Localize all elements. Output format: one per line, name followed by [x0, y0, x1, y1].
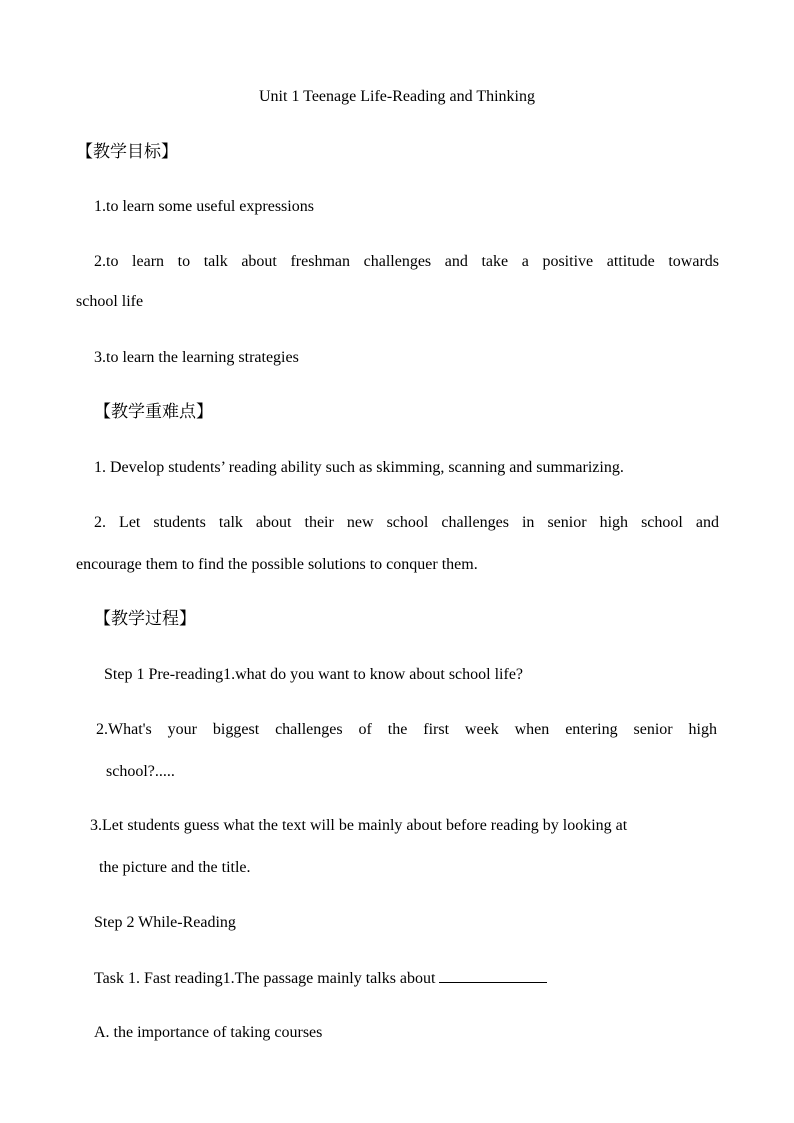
- answer-blank: [439, 968, 547, 983]
- step-1-line: Step 1 Pre-reading1.what do you want to know about school life?: [104, 666, 524, 683]
- key-points-heading: 【教学重难点】: [94, 402, 213, 422]
- step-1-question-3-line-1: 3.Let students guess what the text will be mainly about before reading by looking at: [90, 817, 628, 834]
- objective-2-line-2: school life: [76, 293, 144, 310]
- task-1-text: Task 1. Fast reading1.The passage mainly talks about: [94, 970, 436, 987]
- task-1-line: [94, 968, 547, 989]
- step-2-line: Step 2 While-Reading: [94, 914, 236, 931]
- option-a: A. the importance of taking courses: [94, 1024, 323, 1041]
- key-point-2-line-2: encourage them to find the possible solutions to conquer them.: [76, 556, 478, 573]
- step-1-question-3-line-2: the picture and the title.: [99, 859, 251, 876]
- step-1-question-2-line-2: school?.....: [106, 763, 175, 780]
- objective-1: 1.to learn some useful expressions: [94, 198, 314, 215]
- objective-3: 3.to learn the learning strategies: [94, 349, 299, 366]
- key-point-2-line-1: 2. Let students talk about their new school challenges in senior high school and: [94, 514, 719, 531]
- document-title: Unit 1 Teenage Life-Reading and Thinking: [259, 88, 535, 105]
- key-point-1: 1. Develop students’ reading ability such as skimming, scanning and summarizing.: [94, 459, 624, 476]
- process-heading: 【教学过程】: [94, 609, 196, 629]
- step-1-question-2-line-1: 2.What's your biggest challenges of the first week when entering senior high: [96, 721, 717, 738]
- objectives-heading: 【教学目标】: [76, 142, 178, 162]
- objective-2-line-1: 2.to learn to talk about freshman challenges and take a positive attitude towards: [94, 253, 719, 270]
